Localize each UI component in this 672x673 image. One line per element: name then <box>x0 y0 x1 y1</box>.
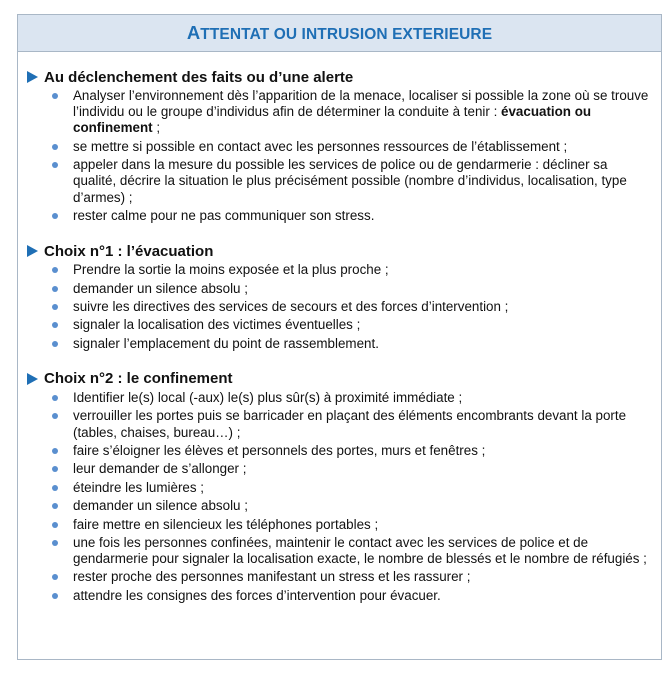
list-item <box>26 208 651 224</box>
list-item <box>26 88 651 137</box>
section-2 <box>26 369 651 604</box>
list-item-text: Identifier le(s) local (-aux) le(s) plus sûr(s) à proximité immédiate ; <box>73 389 463 405</box>
triangle-right-icon <box>27 71 38 83</box>
bullet-dot-icon <box>52 574 58 580</box>
list-item-suffix: ; <box>152 120 161 136</box>
list-item-text: leur demander de s’allonger ; <box>73 461 247 477</box>
list-item-text: demander un silence absolu ; <box>73 498 248 514</box>
list-item <box>26 157 651 206</box>
section-title: Au déclenchement des faits ou d’une alerte <box>44 68 354 86</box>
list-item <box>26 408 651 440</box>
list-item-text: faire mettre en silencieux les téléphones portables ; <box>73 516 379 532</box>
list-item-text: éteindre les lumières ; <box>73 479 204 495</box>
bullet-dot-icon <box>52 286 58 292</box>
section-1 <box>26 241 651 352</box>
section-title: Choix n°1 : l’évacuation <box>44 242 214 260</box>
list-item-emphasis: évacuation ou confinement <box>73 104 592 136</box>
bullet-dot-icon <box>52 341 58 347</box>
section-title: Choix n°2 : le confinement <box>44 370 233 388</box>
box-header <box>18 15 661 52</box>
bullet-dot-icon <box>52 540 58 546</box>
bullet-dot-icon <box>52 485 58 491</box>
list-item <box>26 317 651 333</box>
list-item-text: demander un silence absolu ; <box>73 280 248 296</box>
list-item-text: suivre les directives des services de secours et des forces d’intervention ; <box>73 298 509 314</box>
bullet-dot-icon <box>52 304 58 310</box>
box-content <box>26 67 651 621</box>
list-item <box>26 262 651 278</box>
list-item-text: signaler la localisation des victimes éventuelles ; <box>73 317 361 333</box>
list-item-text: rester proche des personnes manifestant un stress et les rassurer ; <box>73 569 471 585</box>
bullet-dot-icon <box>52 144 58 150</box>
list-item <box>26 281 651 297</box>
list-item <box>26 461 651 477</box>
list-item <box>26 569 651 585</box>
section-heading <box>26 369 651 389</box>
list-item-text: se mettre si possible en contact avec les personnes ressources de l’établissement ; <box>73 138 568 154</box>
list-item-text: faire s’éloigner les élèves et personnels des portes, murs et fenêtres ; <box>73 442 486 458</box>
bullet-dot-icon <box>52 466 58 472</box>
list-item-text: Prendre la sortie la moins exposée et la plus proche ; <box>73 262 389 278</box>
list-item <box>26 390 651 406</box>
bullet-dot-icon <box>52 593 58 599</box>
list-item-text: verrouiller les portes puis se barricader en plaçant des éléments encombrants devant la porte (tables, chaises, bureau…) ; <box>73 408 627 440</box>
list-item <box>26 517 651 533</box>
box-title <box>187 22 492 44</box>
bullet-dot-icon <box>52 413 58 419</box>
list-item <box>26 498 651 514</box>
list-item-text: rester calme pour ne pas communiquer son stress. <box>73 207 375 223</box>
title-rest: TTENTAT OU INTRUSION EXTERIEURE <box>200 26 493 43</box>
triangle-right-icon <box>27 373 38 385</box>
list-item <box>26 299 651 315</box>
list-item <box>26 336 651 352</box>
bullet-dot-icon <box>52 448 58 454</box>
list-item <box>26 139 651 155</box>
title-initial: A <box>186 22 201 43</box>
bullet-list <box>26 88 651 224</box>
bullet-dot-icon <box>52 522 58 528</box>
list-item <box>26 588 651 604</box>
bullet-dot-icon <box>52 213 58 219</box>
list-item-text: Analyser l’environnement dès l’apparition de la menace, localiser si possible la zone où se trouve l’individu ou le groupe d’individus afin de déterminer la conduite à tenir : <box>73 88 649 120</box>
section-heading <box>26 241 651 261</box>
triangle-right-icon <box>27 245 38 257</box>
bullet-dot-icon <box>52 503 58 509</box>
list-item-text: attendre les consignes des forces d’intervention pour évacuer. <box>73 587 441 603</box>
list-item <box>26 480 651 496</box>
list-item-text: signaler l’emplacement du point de rassemblement. <box>73 335 379 351</box>
list-item-text: une fois les personnes confinées, maintenir le contact avec les services de police et de gendarmerie pour signaler la localisation exacte, le nombre de blessés et le nombre de réfugiés ; <box>73 534 647 567</box>
bullet-dot-icon <box>52 162 58 168</box>
section-heading <box>26 67 651 87</box>
list-item-text: appeler dans la mesure du possible les services de police ou de gendarmerie : décliner sa qualité, décrire la situation le plus précisément possible (nombre d’individus, localisation, type d’armes) ; <box>73 157 627 205</box>
list-item <box>26 443 651 459</box>
list-item <box>26 535 651 567</box>
bullet-list <box>26 390 651 604</box>
bullet-dot-icon <box>52 267 58 273</box>
bullet-dot-icon <box>52 93 58 99</box>
bullet-list <box>26 262 651 352</box>
section-0 <box>26 67 651 224</box>
bullet-dot-icon <box>52 395 58 401</box>
info-box <box>17 14 662 660</box>
bullet-dot-icon <box>52 322 58 328</box>
